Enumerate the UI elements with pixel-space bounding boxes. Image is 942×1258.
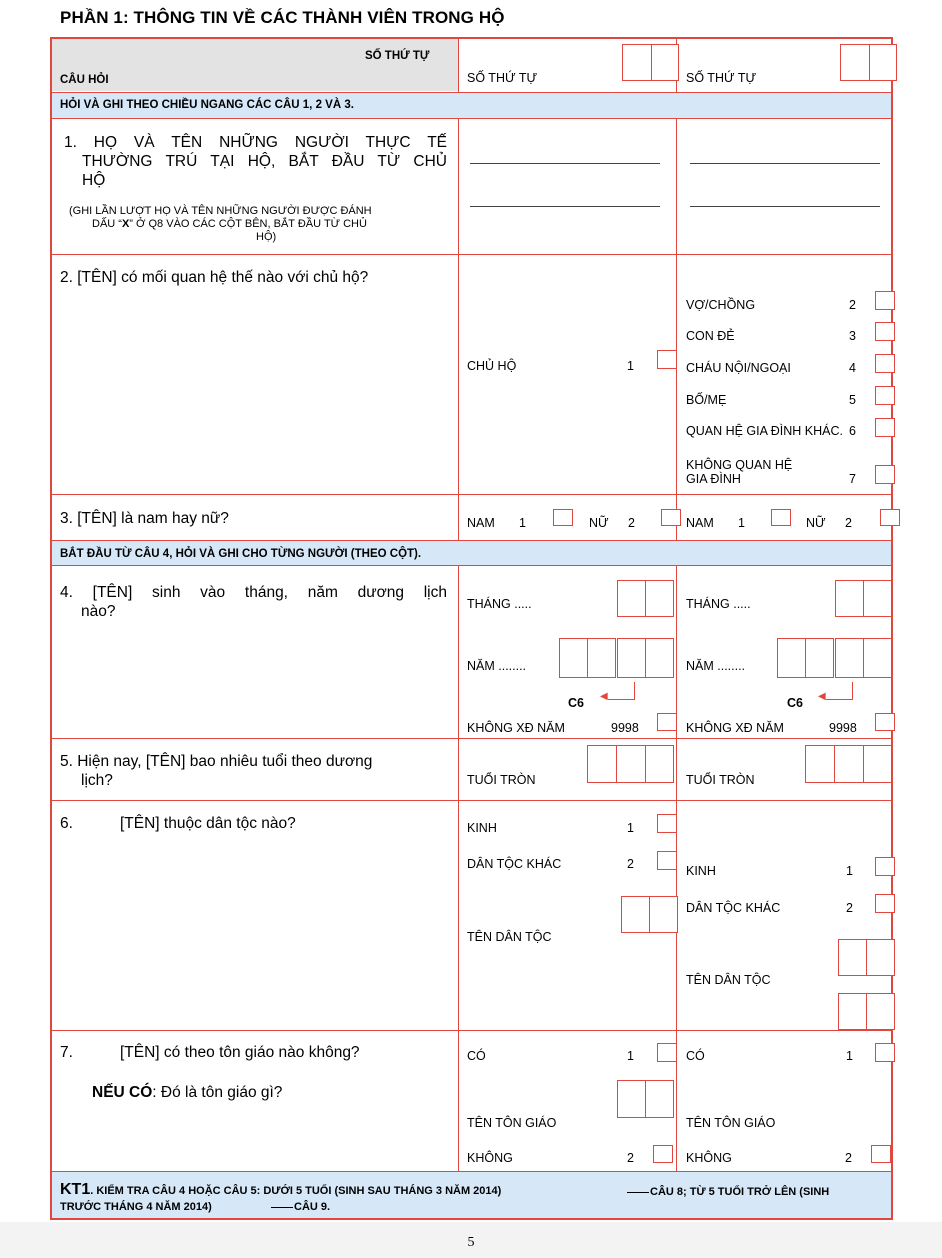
q2-checkbox[interactable]: [875, 465, 895, 484]
q3-nam-code: 1: [738, 516, 745, 530]
kt1-label: KT1: [60, 1181, 91, 1198]
q7-code-box[interactable]: [617, 1080, 646, 1118]
q5-age-box[interactable]: [863, 745, 892, 783]
q2-checkbox[interactable]: [875, 418, 895, 437]
q7-ten: TÊN TÔN GIÁO: [467, 1116, 557, 1130]
q4-thang-box[interactable]: [645, 580, 674, 617]
rule: [51, 254, 892, 255]
q7-khong: KHÔNG: [686, 1151, 732, 1165]
q4-nam-box[interactable]: [587, 638, 616, 678]
q3-nam: NAM: [467, 516, 495, 530]
q6-code-box[interactable]: [838, 993, 867, 1030]
q4-thang: THÁNG .....: [686, 597, 751, 611]
q3-nu: NỮ: [589, 516, 609, 530]
q6-khac-checkbox[interactable]: [875, 894, 895, 913]
q3-nu-code: 2: [845, 516, 852, 530]
kt1-line-1: [60, 1181, 501, 1199]
q6-kinh: KINH: [467, 821, 497, 835]
q6-kinh-checkbox[interactable]: [657, 814, 677, 833]
q1-line: HỘ: [82, 172, 106, 189]
q5-age-box[interactable]: [645, 745, 674, 783]
q6-kinh-checkbox[interactable]: [875, 857, 895, 876]
column-1-label: SỐ THỨ TỰ: [467, 71, 538, 85]
q3-nu: NỮ: [806, 516, 826, 530]
q6-kinh: KINH: [686, 864, 716, 878]
arrow-head-icon: ◀: [818, 691, 826, 702]
q7-co: CÓ: [686, 1049, 705, 1063]
header-so-thu-tu: SỐ THỨ TỰ: [365, 50, 430, 62]
rule: [51, 1171, 892, 1172]
q3-nu-code: 2: [628, 516, 635, 530]
q2-option: CON ĐẺ: [686, 329, 735, 343]
q2-text: 2. [TÊN] có mối quan hệ thế nào với chủ hộ?: [60, 269, 369, 286]
q5-tuoi: TUỔI TRÒN: [686, 773, 755, 787]
q5-line: 5. Hiện nay, [TÊN] bao nhiêu tuổi theo dương: [60, 753, 373, 770]
q1-note-part: DẤU “: [92, 218, 122, 230]
q2-code: 3: [849, 329, 856, 343]
column-divider: [458, 38, 459, 93]
column-divider: [458, 118, 459, 541]
q4-line: nào?: [81, 603, 116, 620]
q7-text: [TÊN] có theo tôn giáo nào không?: [120, 1044, 360, 1061]
column-divider: [676, 118, 677, 541]
q1-line: THƯỜNG TRÚ TẠI HỘ, BẮT ĐẦU TỪ CHỦ: [82, 153, 447, 170]
q5-age-box[interactable]: [616, 745, 646, 783]
q7-khong-checkbox[interactable]: [871, 1145, 891, 1163]
rule: [51, 1030, 892, 1031]
arrow-head-icon: ◀: [600, 691, 608, 702]
rule: [51, 738, 892, 739]
q4-nam-box[interactable]: [559, 638, 588, 678]
column-2-number-box[interactable]: [840, 44, 870, 81]
q7-khong-checkbox[interactable]: [653, 1145, 673, 1163]
rule: [51, 800, 892, 801]
q3-nu-checkbox[interactable]: [880, 509, 900, 526]
q4-nam-box[interactable]: [777, 638, 806, 678]
q4-thang-box[interactable]: [835, 580, 864, 617]
q6-code-box[interactable]: [866, 939, 895, 976]
q2-code: 4: [849, 361, 856, 375]
q2-checkbox[interactable]: [875, 354, 895, 373]
skip-arrow: [826, 682, 853, 700]
q2-option: KHÔNG QUAN HỆ: [686, 458, 793, 472]
q4-khong-xd-checkbox[interactable]: [657, 713, 677, 731]
q4-code: 9998: [829, 721, 857, 735]
q5-tuoi: TUỔI TRÒN: [467, 773, 536, 787]
kt1-arrow: [271, 1207, 293, 1208]
q7-code: 2: [845, 1151, 852, 1165]
q6-ten: TÊN DÂN TỘC: [467, 930, 552, 944]
q6-code: 2: [627, 857, 634, 871]
q4-skip-c6: C6: [568, 696, 584, 710]
kt1-text: TRƯỚC THÁNG 4 NĂM 2014): [60, 1201, 212, 1213]
q4-nam-box[interactable]: [617, 638, 646, 678]
kt1-arrow: [627, 1192, 649, 1193]
q7-ten: TÊN TÔN GIÁO: [686, 1116, 776, 1130]
q3-nam: NAM: [686, 516, 714, 530]
q2-option-cont: GIA ĐÌNH: [686, 472, 741, 486]
q4-nam: NĂM ........: [467, 659, 527, 673]
q3-nam-code: 1: [519, 516, 526, 530]
column-2-label: SỐ THỨ TỰ: [686, 71, 757, 85]
q6-khac-checkbox[interactable]: [657, 851, 677, 870]
q6-code: 2: [846, 901, 853, 915]
kt1-text: CÂU 9.: [294, 1201, 331, 1213]
rule: [51, 92, 892, 93]
q2-checkbox[interactable]: [657, 350, 677, 369]
rule: [51, 540, 892, 541]
q6-code-box[interactable]: [866, 993, 895, 1030]
column-1-number-box[interactable]: [622, 44, 652, 81]
q4-nam-box[interactable]: [863, 638, 892, 678]
q4-khong-xd-checkbox[interactable]: [875, 713, 895, 731]
name-line[interactable]: [690, 206, 880, 207]
q7-code: 1: [627, 1049, 634, 1063]
q2-code: 7: [849, 472, 856, 486]
q7-code: 1: [846, 1049, 853, 1063]
rule: [51, 565, 892, 566]
q7-co-checkbox[interactable]: [875, 1043, 895, 1062]
section-title: PHẦN 1: THÔNG TIN VỀ CÁC THÀNH VIÊN TRONG HỘ: [60, 8, 505, 27]
q6-code: 1: [846, 864, 853, 878]
band-1-text: HỎI VÀ GHI THEO CHIỀU NGANG CÁC CÂU 1, 2 VÀ 3.: [60, 99, 354, 111]
q2-option: CHÁU NỘI/NGOẠI: [686, 361, 791, 375]
q6-code-box[interactable]: [649, 896, 678, 933]
q5-age-box[interactable]: [587, 745, 617, 783]
q4-nam-box[interactable]: [835, 638, 864, 678]
q6-khac: DÂN TỘC KHÁC: [467, 857, 562, 871]
column-2-number-box[interactable]: [869, 44, 897, 81]
header-cau-hoi: CÂU HỎI: [60, 74, 109, 86]
q1-line: 1. HỌ VÀ TÊN NHỮNG NGƯỜI THỰC TẾ: [64, 134, 447, 151]
q7-neu-co: NẾU CÓ: [92, 1084, 153, 1101]
q2-checkbox[interactable]: [875, 291, 895, 310]
q7-number: 7.: [60, 1044, 73, 1061]
q5-line: lịch?: [81, 772, 113, 789]
q4-khong-xd: KHÔNG XĐ NĂM: [467, 721, 565, 735]
q5-age-box[interactable]: [834, 745, 864, 783]
q6-text: [TÊN] thuộc dân tộc nào?: [120, 815, 296, 832]
column-1-number-box[interactable]: [651, 44, 679, 81]
q1-note-line2: [92, 218, 367, 230]
q4-nam-box[interactable]: [805, 638, 834, 678]
q6-khac: DÂN TỘC KHÁC: [686, 901, 781, 915]
q7-co-checkbox[interactable]: [657, 1043, 677, 1062]
q6-number: 6.: [60, 815, 73, 832]
q7-co: CÓ: [467, 1049, 486, 1063]
q4-thang: THÁNG .....: [467, 597, 532, 611]
q6-code-box[interactable]: [838, 939, 867, 976]
q2-option: VỢ/CHỒNG: [686, 298, 756, 312]
q7-code-box[interactable]: [645, 1080, 674, 1118]
q2-code: 1: [627, 359, 634, 373]
q7-khong: KHÔNG: [467, 1151, 513, 1165]
q1-note-part: ” Ở Q8 VÀO CÁC CỘT BÊN, BẮT ĐẦU TỪ CHỦ: [129, 218, 367, 230]
q3-nam-checkbox[interactable]: [553, 509, 573, 526]
q2-option: BỐ/MẸ: [686, 393, 727, 407]
q4-nam-box[interactable]: [645, 638, 674, 678]
q4-thang-box[interactable]: [617, 580, 646, 617]
q2-code: 2: [849, 298, 856, 312]
q7-code: 2: [627, 1151, 634, 1165]
q6-ten: TÊN DÂN TỘC: [686, 973, 771, 987]
q3-text: 3. [TÊN] là nam hay nữ?: [60, 510, 229, 527]
skip-arrow: [608, 682, 635, 700]
kt1-text: CÂU 8; TỪ 5 TUỔI TRỞ LÊN (SINH: [650, 1186, 830, 1198]
q6-code: 1: [627, 821, 634, 835]
name-line[interactable]: [470, 206, 660, 207]
q1-note: (GHI LẦN LƯỢT HỌ VÀ TÊN NHỮNG NGƯỜI ĐƯỢC ĐÁNH: [69, 205, 372, 217]
column-divider: [458, 565, 459, 1172]
q3-nam-checkbox[interactable]: [771, 509, 791, 526]
q1-note: HỘ): [256, 231, 277, 243]
page-number: 5: [467, 1235, 475, 1250]
q2-code: 5: [849, 393, 856, 407]
q2-chu-ho: CHỦ HỘ: [467, 359, 517, 373]
q4-skip-c6: C6: [787, 696, 803, 710]
q4-line: 4. [TÊN] sinh vào tháng, năm dương lịch: [60, 584, 447, 601]
q2-checkbox[interactable]: [875, 386, 895, 405]
name-line[interactable]: [690, 163, 880, 164]
q7-sub: [92, 1083, 282, 1102]
q2-checkbox[interactable]: [875, 322, 895, 341]
q3-nu-checkbox[interactable]: [661, 509, 681, 526]
q4-khong-xd: KHÔNG XĐ NĂM: [686, 721, 784, 735]
band-2-text: BẮT ĐẦU TỪ CÂU 4, HỎI VÀ GHI CHO TỪNG NGƯỜI (THEO CỘT).: [60, 548, 422, 560]
q1-note-x: X: [121, 218, 130, 230]
kt1-text: . KIỂM TRA CÂU 4 HOẶC CÂU 5: DƯỚI 5 TUỔI (SINH SAU THÁNG 3 NĂM 2014): [90, 1185, 502, 1197]
q7-sub-text: : Đó là tôn giáo gì?: [152, 1084, 283, 1101]
q2-code: 6: [849, 424, 856, 438]
q2-option: QUAN HỆ GIA ĐÌNH KHÁC.: [686, 424, 843, 438]
q4-code: 9998: [611, 721, 639, 735]
q4-nam: NĂM ........: [686, 659, 746, 673]
rule: [51, 118, 892, 119]
q4-thang-box[interactable]: [863, 580, 892, 617]
q5-age-box[interactable]: [805, 745, 835, 783]
name-line[interactable]: [470, 163, 660, 164]
q6-code-box[interactable]: [621, 896, 650, 933]
rule: [51, 494, 892, 495]
